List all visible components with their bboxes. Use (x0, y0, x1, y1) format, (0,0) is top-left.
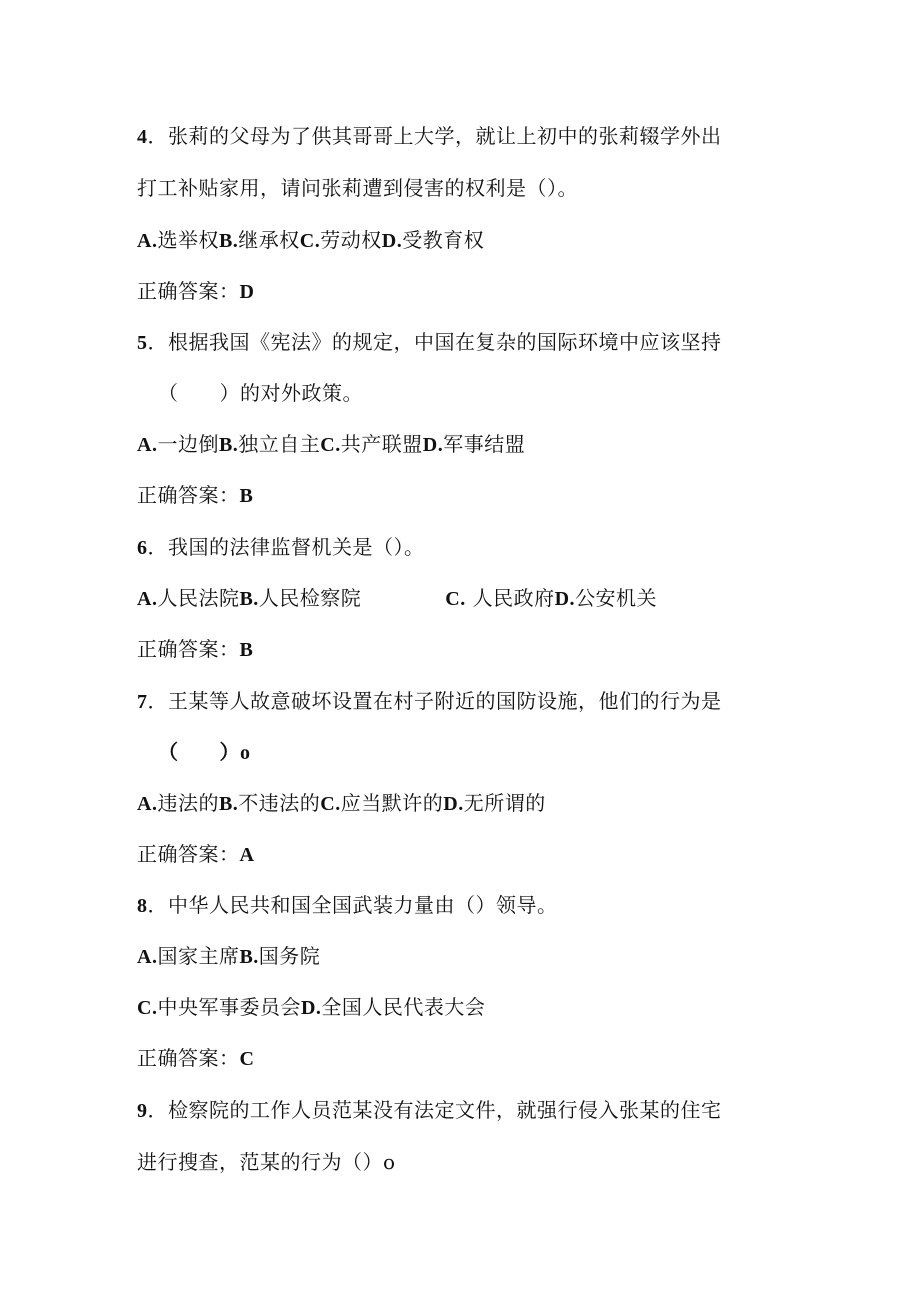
option-text: 应当默许的 (340, 791, 444, 815)
answer-value: C (239, 1048, 255, 1070)
question-4-answer (137, 277, 254, 306)
question-text: ．张莉的父母为了供其哥哥上大学，就让上初中的张莉辍学外出 (147, 124, 722, 148)
question-text: ．检察院的工作人员范某没有法定文件，就强行侵入张某的住宅 (147, 1098, 722, 1122)
option-text: 无所谓的 (463, 791, 546, 815)
question-number: 8 (137, 895, 148, 917)
option-text: 一边倒 (157, 432, 219, 456)
question-7-stem-line-1 (137, 687, 722, 716)
question-text: ．中华人民共和国全国武装力量由（）领导。 (147, 893, 558, 917)
question-7-options (137, 789, 546, 818)
option-text: 人民政府 (465, 586, 555, 610)
option-letter: D. (443, 793, 464, 815)
question-8-options-line-1 (137, 942, 320, 971)
option-letter: C. (137, 997, 158, 1019)
answer-value: B (239, 639, 254, 661)
option-letter: C. (299, 230, 321, 252)
option-text: 人民检察院 (258, 586, 362, 610)
answer-label: 正确答案： (137, 637, 240, 661)
option-text: 劳动权 (320, 228, 382, 252)
question-8-options-line-2 (137, 993, 485, 1022)
question-4-stem-line-1 (137, 122, 722, 151)
option-letter: B. (218, 434, 239, 456)
question-text: （ ）的对外政策。 (158, 381, 363, 405)
answer-value: B (239, 485, 254, 507)
question-number: 4 (137, 126, 148, 148)
option-text: 中央军事委员会 (157, 995, 301, 1019)
option-text: 公安机关 (575, 586, 658, 610)
option-letter: A. (137, 588, 158, 610)
option-letter: D. (422, 434, 444, 456)
option-text: 违法的 (157, 791, 219, 815)
option-letter: B. (218, 230, 239, 252)
option-text: 共产联盟 (340, 432, 423, 456)
question-6-stem-line-1 (137, 533, 425, 562)
answer-label: 正确答案： (137, 842, 240, 866)
question-5-stem-line-1 (137, 328, 722, 357)
option-text: 独立自主 (238, 432, 321, 456)
option-text: 人民法院 (157, 586, 240, 610)
question-text: ．王某等人故意破坏设置在村子附近的国防设施，他们的行为是 (147, 689, 722, 713)
option-letter: B. (239, 946, 259, 968)
answer-label: 正确答案： (137, 279, 240, 303)
question-text: 进行搜查，范某的行为（）o (137, 1150, 396, 1174)
question-number: 5 (137, 332, 148, 354)
option-text: 继承权 (238, 228, 300, 252)
option-letter: B. (239, 588, 259, 610)
option-text: 全国人民代表大会 (321, 995, 486, 1019)
question-9-stem-line-1 (137, 1096, 722, 1125)
option-letter: C. (320, 793, 341, 815)
question-text: （ ）o (158, 742, 251, 764)
option-letter: A. (137, 793, 158, 815)
question-number: 7 (137, 691, 148, 713)
question-number: 6 (137, 537, 148, 559)
question-5-answer (137, 481, 253, 510)
option-text: 不违法的 (238, 791, 321, 815)
option-letter: A. (137, 946, 158, 968)
question-8-stem-line-1 (137, 891, 558, 920)
option-letter: A. (137, 230, 158, 252)
question-7-stem-line-2 (158, 738, 251, 767)
question-6-answer (137, 635, 253, 664)
answer-value: D (239, 281, 255, 303)
question-text: ．我国的法律监督机关是（）。 (147, 535, 425, 559)
option-letter: D. (554, 588, 576, 610)
question-8-answer (137, 1044, 254, 1073)
answer-label: 正确答案： (137, 483, 240, 507)
option-text: 选举权 (157, 228, 219, 252)
question-7-answer (137, 840, 254, 869)
question-4-stem-line-2 (137, 174, 578, 202)
option-text: 受教育权 (402, 228, 485, 252)
option-letter: D. (300, 997, 322, 1019)
option-letter: B. (218, 793, 239, 815)
question-9-stem-line-2 (137, 1148, 396, 1176)
answer-value: A (239, 844, 255, 866)
question-5-options (137, 430, 525, 459)
option-letter: A. (137, 434, 158, 456)
option-text: 国家主席 (157, 944, 240, 968)
option-text: 国务院 (258, 944, 321, 968)
option-letter: C. (445, 588, 466, 610)
question-4-options (137, 226, 484, 255)
answer-label: 正确答案： (137, 1046, 240, 1070)
question-6-options (137, 584, 657, 613)
question-text: 打工补贴家用，请问张莉遭到侵害的权利是（）。 (137, 176, 578, 200)
option-letter: D. (381, 230, 403, 252)
question-number: 9 (137, 1100, 148, 1122)
question-5-stem-line-2 (158, 379, 363, 407)
option-letter: C. (320, 434, 341, 456)
question-text: ．根据我国《宪法》的规定，中国在复杂的国际环境中应该坚持 (147, 330, 722, 354)
option-text: 军事结盟 (443, 432, 526, 456)
